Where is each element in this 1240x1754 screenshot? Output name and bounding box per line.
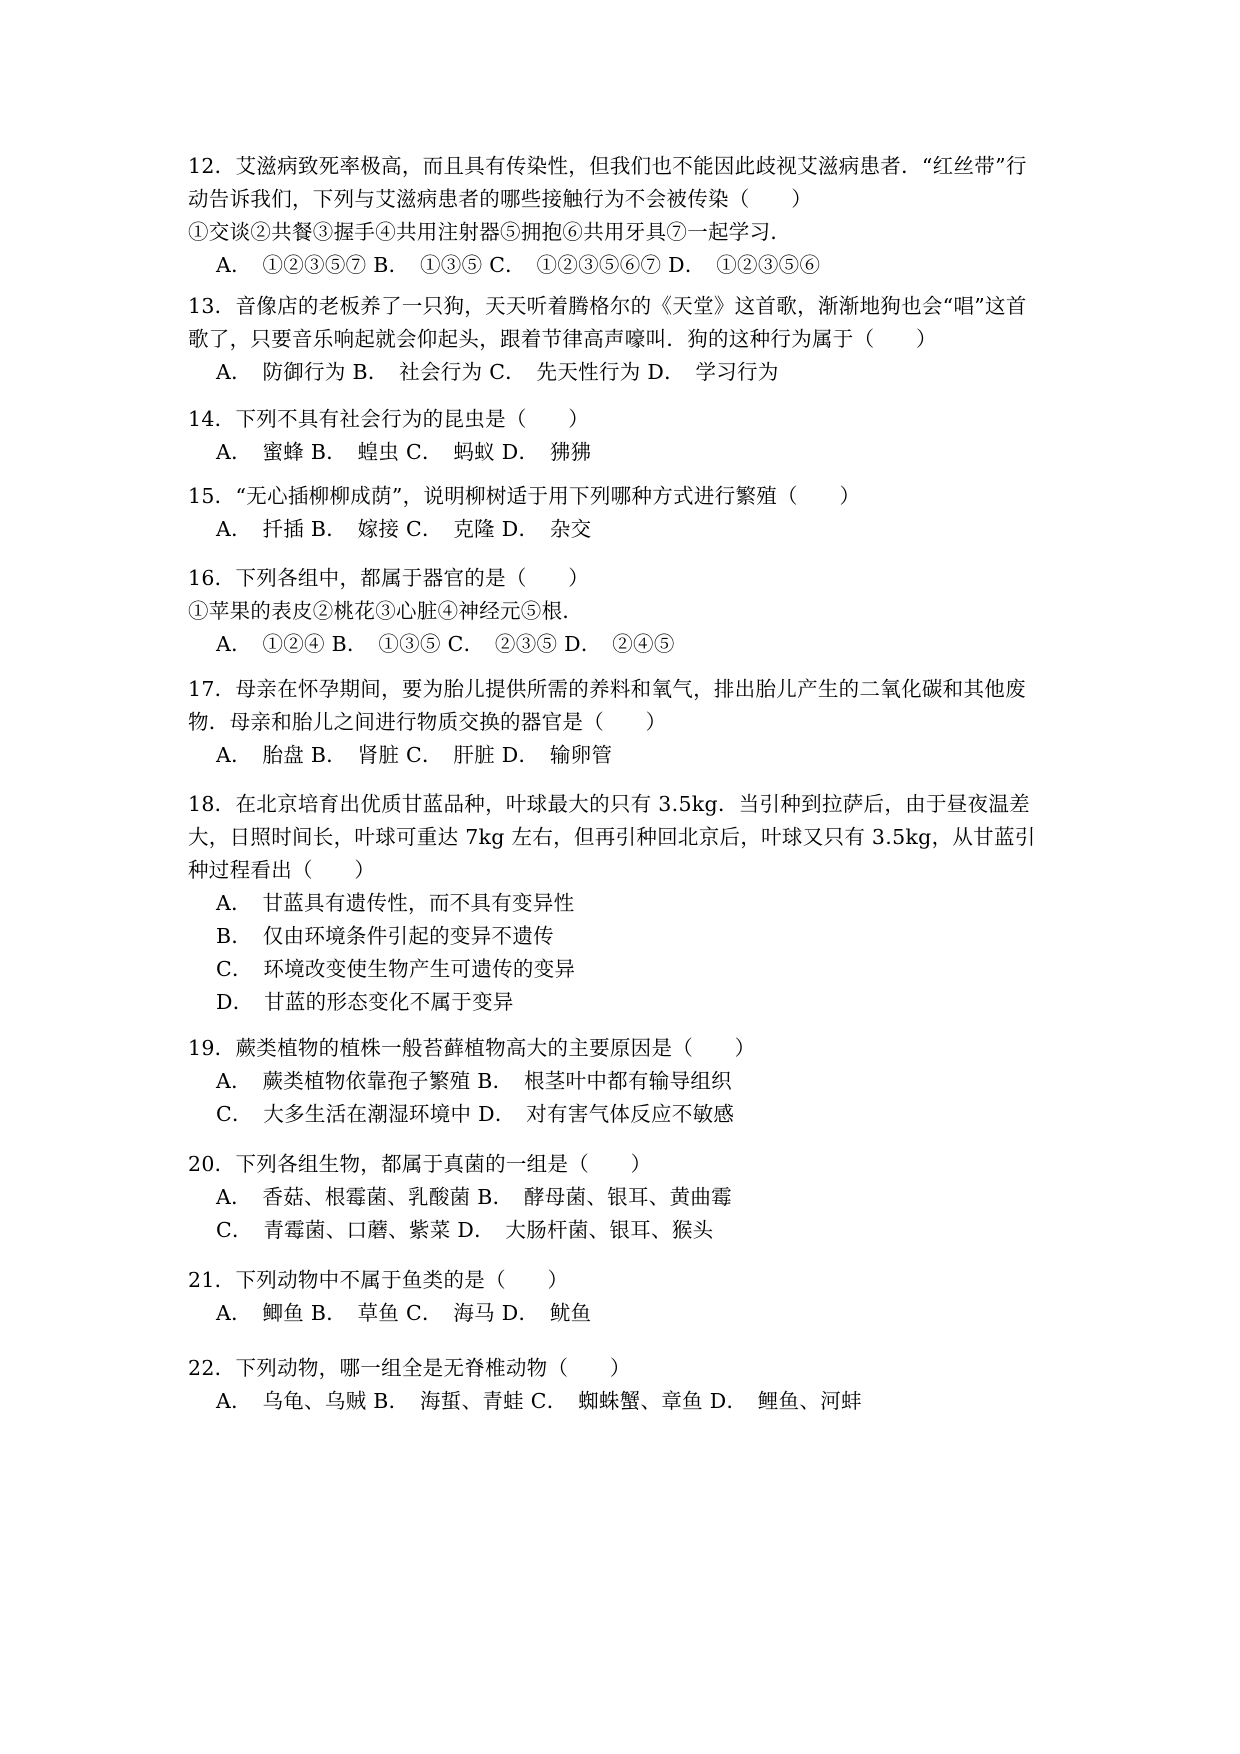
- question-stem-line: 18．在北京培育出优质甘蓝品种，叶球最大的只有 3.5kg．当引种到拉萨后，由于昼夜温差: [188, 792, 1030, 816]
- question-stem-line: 13．音像店的老板养了一只狗，天天听着腾格尔的《天堂》这首歌，渐渐地狗也会“唱”这首: [188, 294, 1027, 318]
- answer-options-row-2: C． 青霉菌、口蘑、紫菜 D． 大肠杆菌、银耳、猴头: [216, 1218, 714, 1242]
- answer-options: A． 鲫鱼 B． 草鱼 C． 海马 D． 鱿鱼: [216, 1301, 592, 1325]
- question-stem-line: 20．下列各组生物，都属于真菌的一组是（ ）: [188, 1152, 652, 1176]
- answer-option-d: D． 甘蓝的形态变化不属于变异: [216, 990, 514, 1014]
- question-stem-line: 种过程看出（ ）: [188, 858, 376, 882]
- question-stem-line: 15．“无心插柳柳成荫”，说明柳树适于用下列哪种方式进行繁殖（ ）: [188, 484, 861, 508]
- question-15: [188, 480, 1068, 546]
- question-stem-line: 大，日照时间长，叶球可重达 7kg 左右，但再引种回北京后，叶球又只有 3.5kg，从甘蓝引: [188, 825, 1036, 849]
- answer-option-a: A． 甘蓝具有遗传性，而不具有变异性: [216, 891, 575, 915]
- question-17: [188, 673, 1068, 772]
- question-stem-line: 19．蕨类植物的植株一般苔藓植物高大的主要原因是（ ）: [188, 1036, 756, 1060]
- answer-option-b: B． 仅由环境条件引起的变异不遗传: [216, 924, 554, 948]
- question-stem-line: 21．下列动物中不属于鱼类的是（ ）: [188, 1268, 569, 1292]
- answer-options: A． ①②③⑤⑦ B． ①③⑤ C． ①②③⑤⑥⑦ D． ①②③⑤⑥: [216, 253, 821, 277]
- question-20: [188, 1148, 1068, 1247]
- answer-options-row-1: A． 蕨类植物依靠孢子繁殖 B． 根茎叶中都有输导组织: [216, 1069, 732, 1093]
- question-stem-line: 14．下列不具有社会行为的昆虫是（ ）: [188, 407, 590, 431]
- answer-options: A． 乌龟、乌贼 B． 海蜇、青蛙 C． 蜘蛛蟹、章鱼 D． 鲤鱼、河蚌: [216, 1389, 862, 1413]
- question-14: [188, 403, 1068, 469]
- question-16: [188, 562, 1068, 661]
- question-stem-line: 17．母亲在怀孕期间，要为胎儿提供所需的养料和氧气，排出胎儿产生的二氧化碳和其他废: [188, 677, 1026, 701]
- question-stem-line: 12．艾滋病致死率极高，而且具有传染性，但我们也不能因此歧视艾滋病患者．“红丝带”行: [188, 154, 1027, 178]
- question-18: [188, 788, 1068, 1019]
- question-stem-line: 物．母亲和胎儿之间进行物质交换的器官是（ ）: [188, 710, 667, 734]
- question-21: [188, 1264, 1068, 1330]
- question-19: [188, 1032, 1068, 1131]
- question-12: [188, 150, 1068, 282]
- answer-options: A． 扦插 B． 嫁接 C． 克隆 D． 杂交: [216, 517, 592, 541]
- question-stem-line: ①交谈②共餐③握手④共用注射器⑤拥抱⑥共用牙具⑦一起学习．: [188, 220, 792, 244]
- answer-options-row-2: C． 大多生活在潮湿环境中 D． 对有害气体反应不敏感: [216, 1102, 735, 1126]
- question-stem-line: ①苹果的表皮②桃花③心脏④神经元⑤根．: [188, 599, 584, 623]
- answer-options: A． 防御行为 B． 社会行为 C． 先天性行为 D． 学习行为: [216, 360, 779, 384]
- answer-options: A． 胎盘 B． 肾脏 C． 肝脏 D． 输卵管: [216, 743, 613, 767]
- question-stem-line: 22．下列动物，哪一组全是无脊椎动物（ ）: [188, 1356, 631, 1380]
- question-22: [188, 1352, 1068, 1418]
- question-stem-line: 歌了，只要音乐响起就会仰起头，跟着节律高声嚎叫．狗的这种行为属于（ ）: [188, 327, 937, 351]
- answer-option-c: C． 环境改变使生物产生可遗传的变异: [216, 957, 576, 981]
- question-13: [188, 290, 1068, 389]
- answer-options: A． 蜜蜂 B． 蝗虫 C． 蚂蚁 D． 狒狒: [216, 440, 592, 464]
- answer-options: A． ①②④ B． ①③⑤ C． ②③⑤ D． ②④⑤: [216, 632, 675, 656]
- question-stem-line: 16．下列各组中，都属于器官的是（ ）: [188, 566, 590, 590]
- question-stem-line: 动告诉我们，下列与艾滋病患者的哪些接触行为不会被传染（ ）: [188, 187, 812, 211]
- answer-options-row-1: A． 香菇、根霉菌、乳酸菌 B． 酵母菌、银耳、黄曲霉: [216, 1185, 732, 1209]
